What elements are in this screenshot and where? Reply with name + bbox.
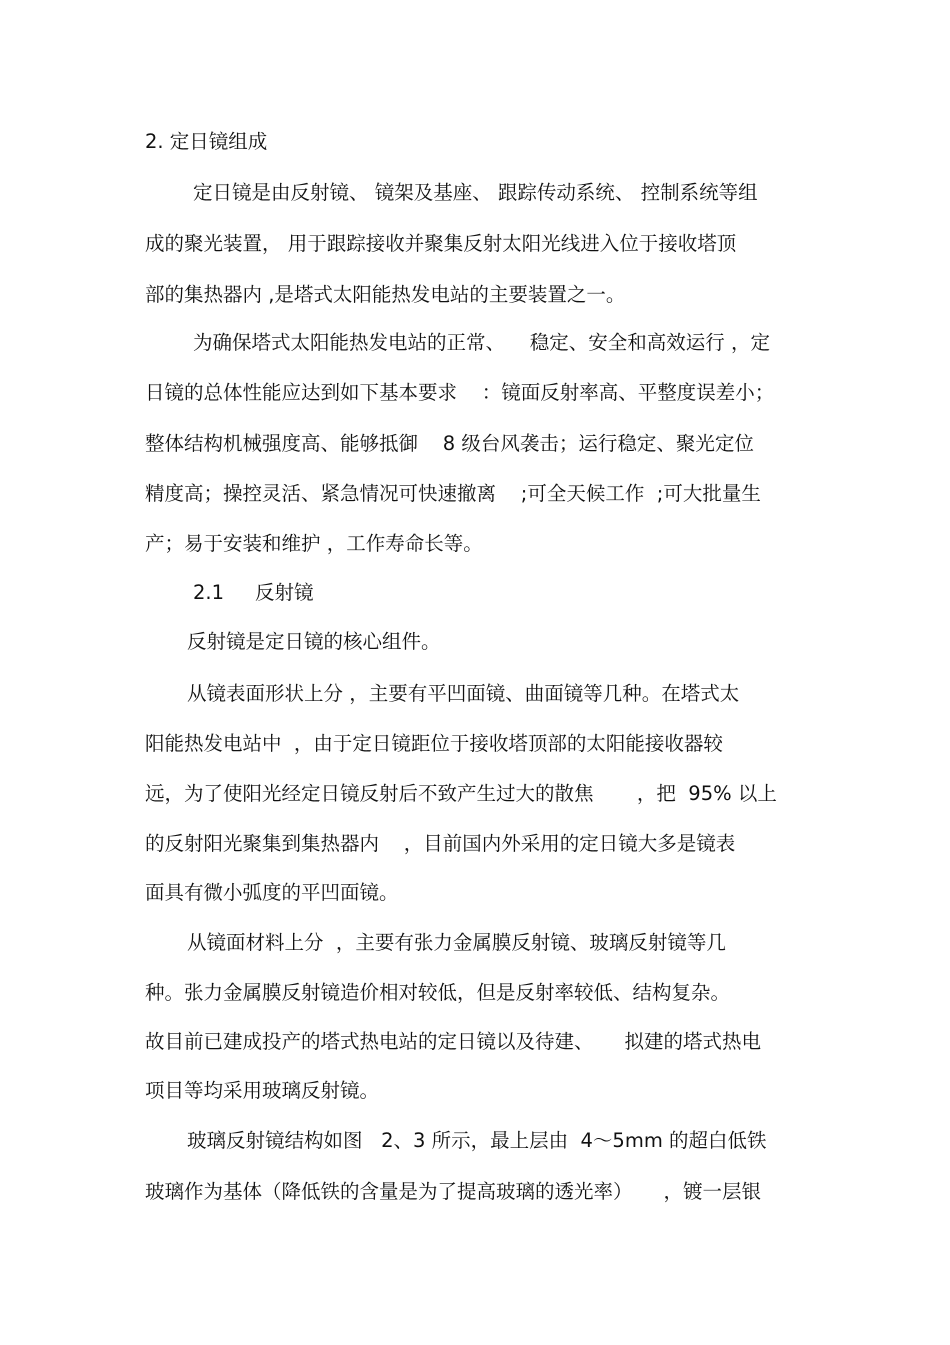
paragraph-line: 种。张力金属膜反射镜造价相对较低，但是反射率较低、结构复杂。 [145,981,731,1004]
paragraph-line: 的反射阳光聚集到集热器内 ，目前国内外采用的定日镜大多是镜表 [145,832,736,855]
paragraph-line: 阳能热发电站中 ，由于定日镜距位于接收塔顶部的太阳能接收器较 [145,732,723,755]
subsection-heading: 2.1 反射镜 [193,581,314,604]
paragraph-line: 远，为了使阳光经定日镜反射后不致产生过大的散焦 ，把 95% 以上 [145,782,777,805]
paragraph-line: 玻璃作为基体（降低铁的含量是为了提高玻璃的透光率） ，镀一层银 [145,1180,761,1203]
paragraph-line: 定日镜是由反射镜、 镜架及基座、 跟踪传动系统、 控制系统等组 [193,181,758,204]
paragraph-line: 故目前已建成投产的塔式热电站的定日镜以及待建、 拟建的塔式热电 [145,1030,761,1053]
paragraph-line: 面具有微小弧度的平凹面镜。 [145,881,399,904]
paragraph-line: 从镜面材料上分 ，主要有张力金属膜反射镜、玻璃反射镜等几 [187,931,726,954]
paragraph-line: 成的聚光装置， 用于跟踪接收并聚集反射太阳光线进入位于接收塔顶 [145,232,737,255]
paragraph-line: 为确保塔式太阳能热发电站的正常、 稳定、安全和高效运行 ，定 [193,331,770,354]
paragraph-line: 项目等均采用玻璃反射镜。 [145,1079,380,1102]
paragraph-line: 整体结构机械强度高、能够抵御 8 级台风袭击；运行稳定、聚光定位 [145,432,754,455]
paragraph-line: 日镜的总体性能应达到如下基本要求 ：镜面反射率高、平整度误差小； [145,381,775,404]
paragraph-line: 部的集热器内 ,是塔式太阳能热发电站的主要装置之一。 [145,283,626,306]
paragraph-line: 反射镜是定日镜的核心组件。 [187,630,441,653]
paragraph-line: 玻璃反射镜结构如图 2、3 所示，最上层由 4～5mm 的超白低铁 [187,1129,767,1152]
paragraph-line: 精度高；操控灵活、紧急情况可快速撤离 ;可全天候工作 ;可大批量生 [145,482,761,505]
paragraph-line: 从镜表面形状上分 ，主要有平凹面镜、曲面镜等几种。在塔式太 [187,682,740,705]
paragraph-line: 产；易于安装和维护 ，工作寿命长等。 [145,532,483,555]
section-heading: 2. 定日镜组成 [145,130,268,153]
